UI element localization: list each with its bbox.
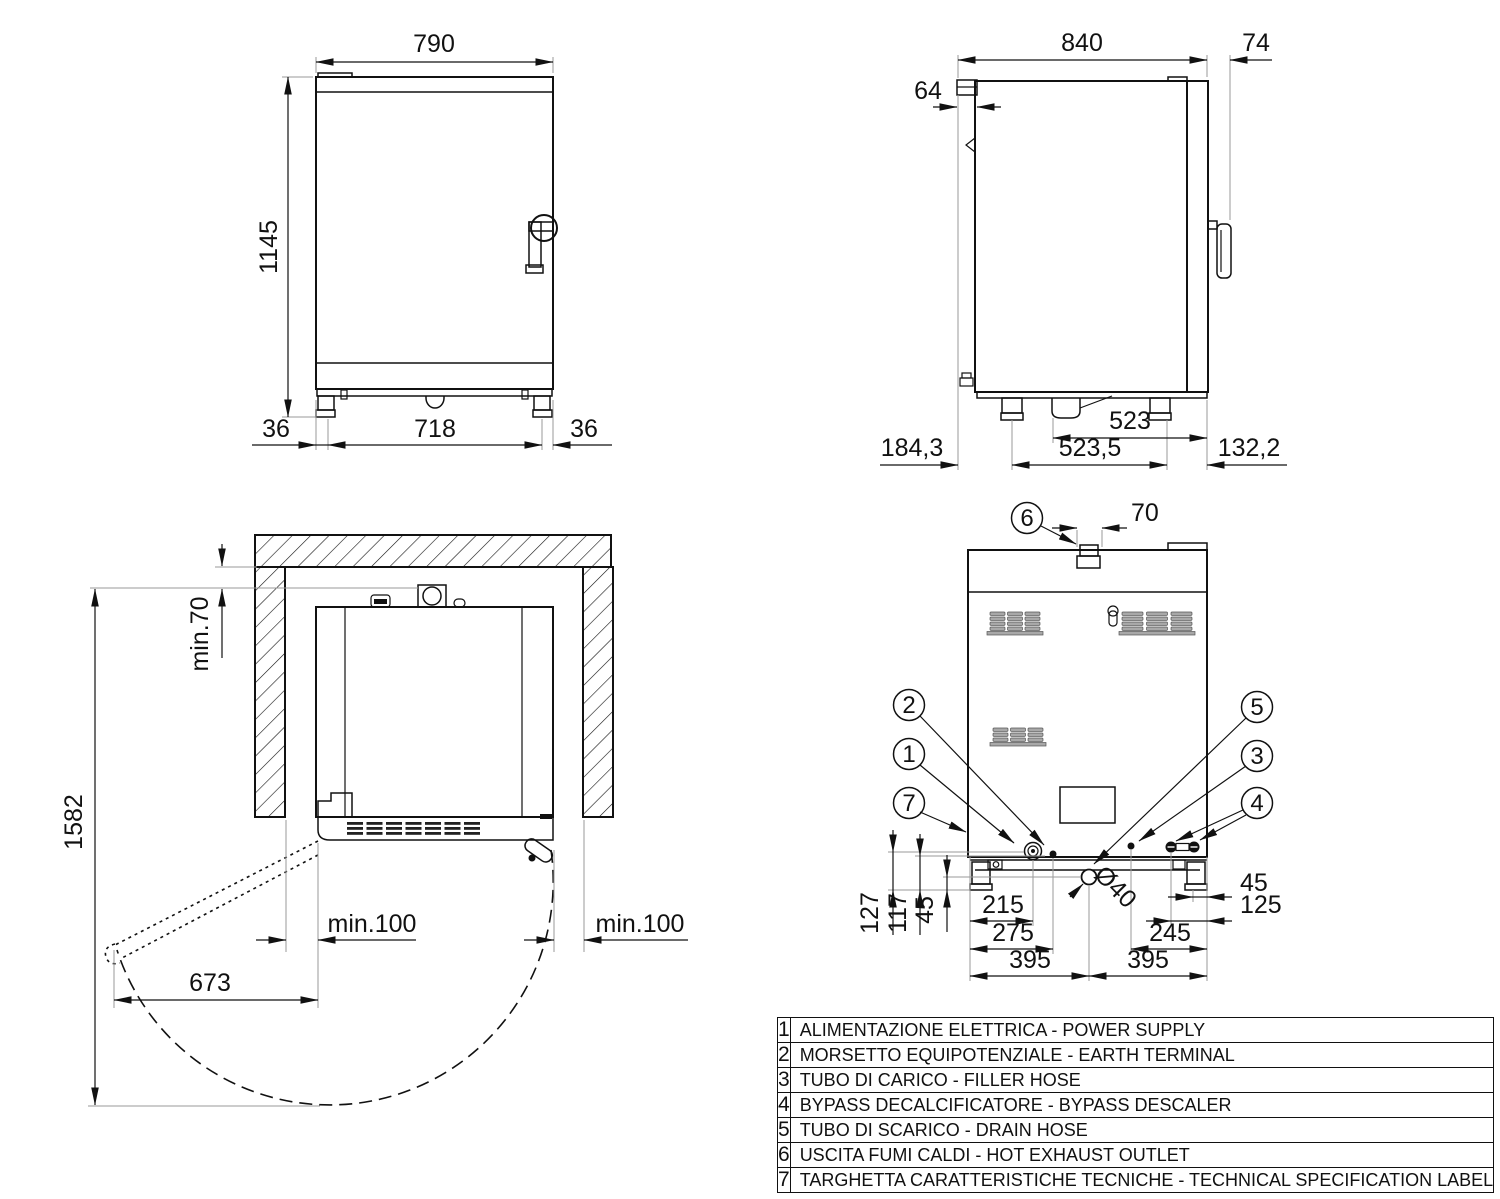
feet-front-view [316,396,552,417]
dim-right-clearance: min.100 [595,910,685,938]
legend-label: ALIMENTAZIONE ELETTRICA - POWER SUPPLY [790,1018,1493,1043]
legend-label: TARGHETTA CARATTERISTICHE TECNICHE - TECHNICAL SPECIFICATION LABEL [790,1168,1493,1193]
legend-label: TUBO DI SCARICO - DRAIN HOSE [790,1118,1493,1143]
wall-right [583,567,613,817]
door-side [1187,81,1208,392]
top-tab [318,73,352,77]
dim-h-45: 45 [911,896,939,924]
dim-front-width: 790 [413,30,455,58]
earth-terminal [1050,851,1057,858]
drain-trap [1052,396,1112,418]
dim-depth: 840 [1061,29,1103,57]
dim-h-117: 117 [884,893,912,933]
legend-num: 1 [778,1018,790,1041]
exhaust-outlet-circle [423,587,441,605]
front-grille-slats [347,822,480,835]
dim-swing-height: 1582 [60,794,88,850]
keyhole [1108,606,1118,626]
legend-row-5 [778,1118,1494,1143]
legend-num: 6 [778,1143,790,1166]
dim-handle-depth: 74 [1242,29,1270,57]
wall-left [255,567,285,817]
dim-drain-diameter: Ø40 [1088,860,1142,914]
dim-drain-to-front: 523 [1109,407,1151,435]
bypass-descaler [1166,842,1200,853]
legend-row-1 [778,1018,1494,1043]
top-right-tab [1168,543,1207,550]
legend-num: 2 [778,1043,790,1066]
legend-label: MORSETTO EQUIPOTENZIALE - EARTH TERMINAL [790,1043,1493,1068]
dim-front-height: 1145 [255,220,283,274]
legend-num: 5 [778,1118,790,1141]
dim-top-clearance: min.70 [186,596,214,672]
legend-label: TUBO DI CARICO - FILLER HOSE [790,1068,1493,1093]
callout-6: 6 [1020,505,1034,532]
legend-num: 3 [778,1068,790,1091]
base-clip-left [341,390,347,399]
dim-w-45: 45 [1240,869,1268,897]
dim-side-foot-span: 523,5 [1058,434,1122,462]
exhaust-chimney-rear [1077,545,1100,568]
dim-front-clearance: 132,2 [1217,434,1281,462]
oven-body-front [316,77,553,389]
legend-row-6 [778,1143,1494,1168]
callout-3: 3 [1250,743,1264,770]
door-swing-arc [117,850,553,1105]
base-clip-right [522,390,528,399]
vent-grille-upper-right [1119,612,1195,635]
legend-row-4 [778,1093,1494,1118]
legend-num: 4 [778,1093,790,1116]
spec-label-plate [1060,787,1115,823]
dim-left-clearance: min.100 [327,910,417,938]
legend-row-7 [778,1168,1494,1193]
dim-foot-right: 36 [570,415,598,443]
filler-hose-point [1128,843,1135,850]
rear-bottom-fitting [960,373,973,386]
dim-exhaust-width: 70 [1131,499,1159,527]
dim-w-125: 125 [1240,891,1282,919]
wall-top [255,535,611,567]
hinge-step [318,793,352,817]
legend-label: BYPASS DECALCIFICATORE - BYPASS DESCALER [790,1093,1493,1118]
dim-rear-clearance: 184,3 [880,434,944,462]
dim-foot-left: 36 [262,415,290,443]
legend-row-3 [778,1068,1494,1093]
door-handle-side [1208,221,1231,278]
callout-1: 1 [902,741,916,768]
callout-4: 4 [1250,790,1264,817]
rear-clip [966,138,975,152]
callout-5: 5 [1250,694,1264,721]
legend-num: 7 [778,1168,790,1191]
rear-view [856,499,1282,981]
dim-foot-span: 718 [414,415,456,443]
dim-door-projection: 673 [189,969,231,997]
dim-w-245: 245 [1149,919,1191,947]
dim-chimney-depth: 64 [914,77,942,105]
base-strip [317,389,552,396]
callout-2: 2 [902,692,916,719]
dim-w-395-left: 395 [1009,946,1051,974]
dim-w-215: 215 [982,891,1024,919]
dim-w-275: 275 [992,919,1034,947]
dim-h-127: 127 [856,892,884,934]
side-view [880,29,1287,470]
oven-body-side [975,81,1187,392]
dim-w-395-right: 395 [1127,946,1169,974]
exhaust-box-top-view [418,585,446,607]
top-front-strip [1168,77,1187,81]
oven-body-top-view [316,607,553,817]
vent-grille-upper-left [987,612,1043,635]
legend-row-2 [778,1043,1494,1068]
oven-body-rear [968,550,1207,857]
legend-table [777,1017,1494,1193]
front-view [252,30,612,450]
hinge-plate [540,814,552,819]
callout-7: 7 [902,790,916,817]
legend-label: USCITA FUMI CALDI - HOT EXHAUST OUTLET [790,1143,1493,1168]
vent-grille-middle [990,728,1046,746]
drain-bump [426,396,444,408]
installation-view [60,535,688,1106]
